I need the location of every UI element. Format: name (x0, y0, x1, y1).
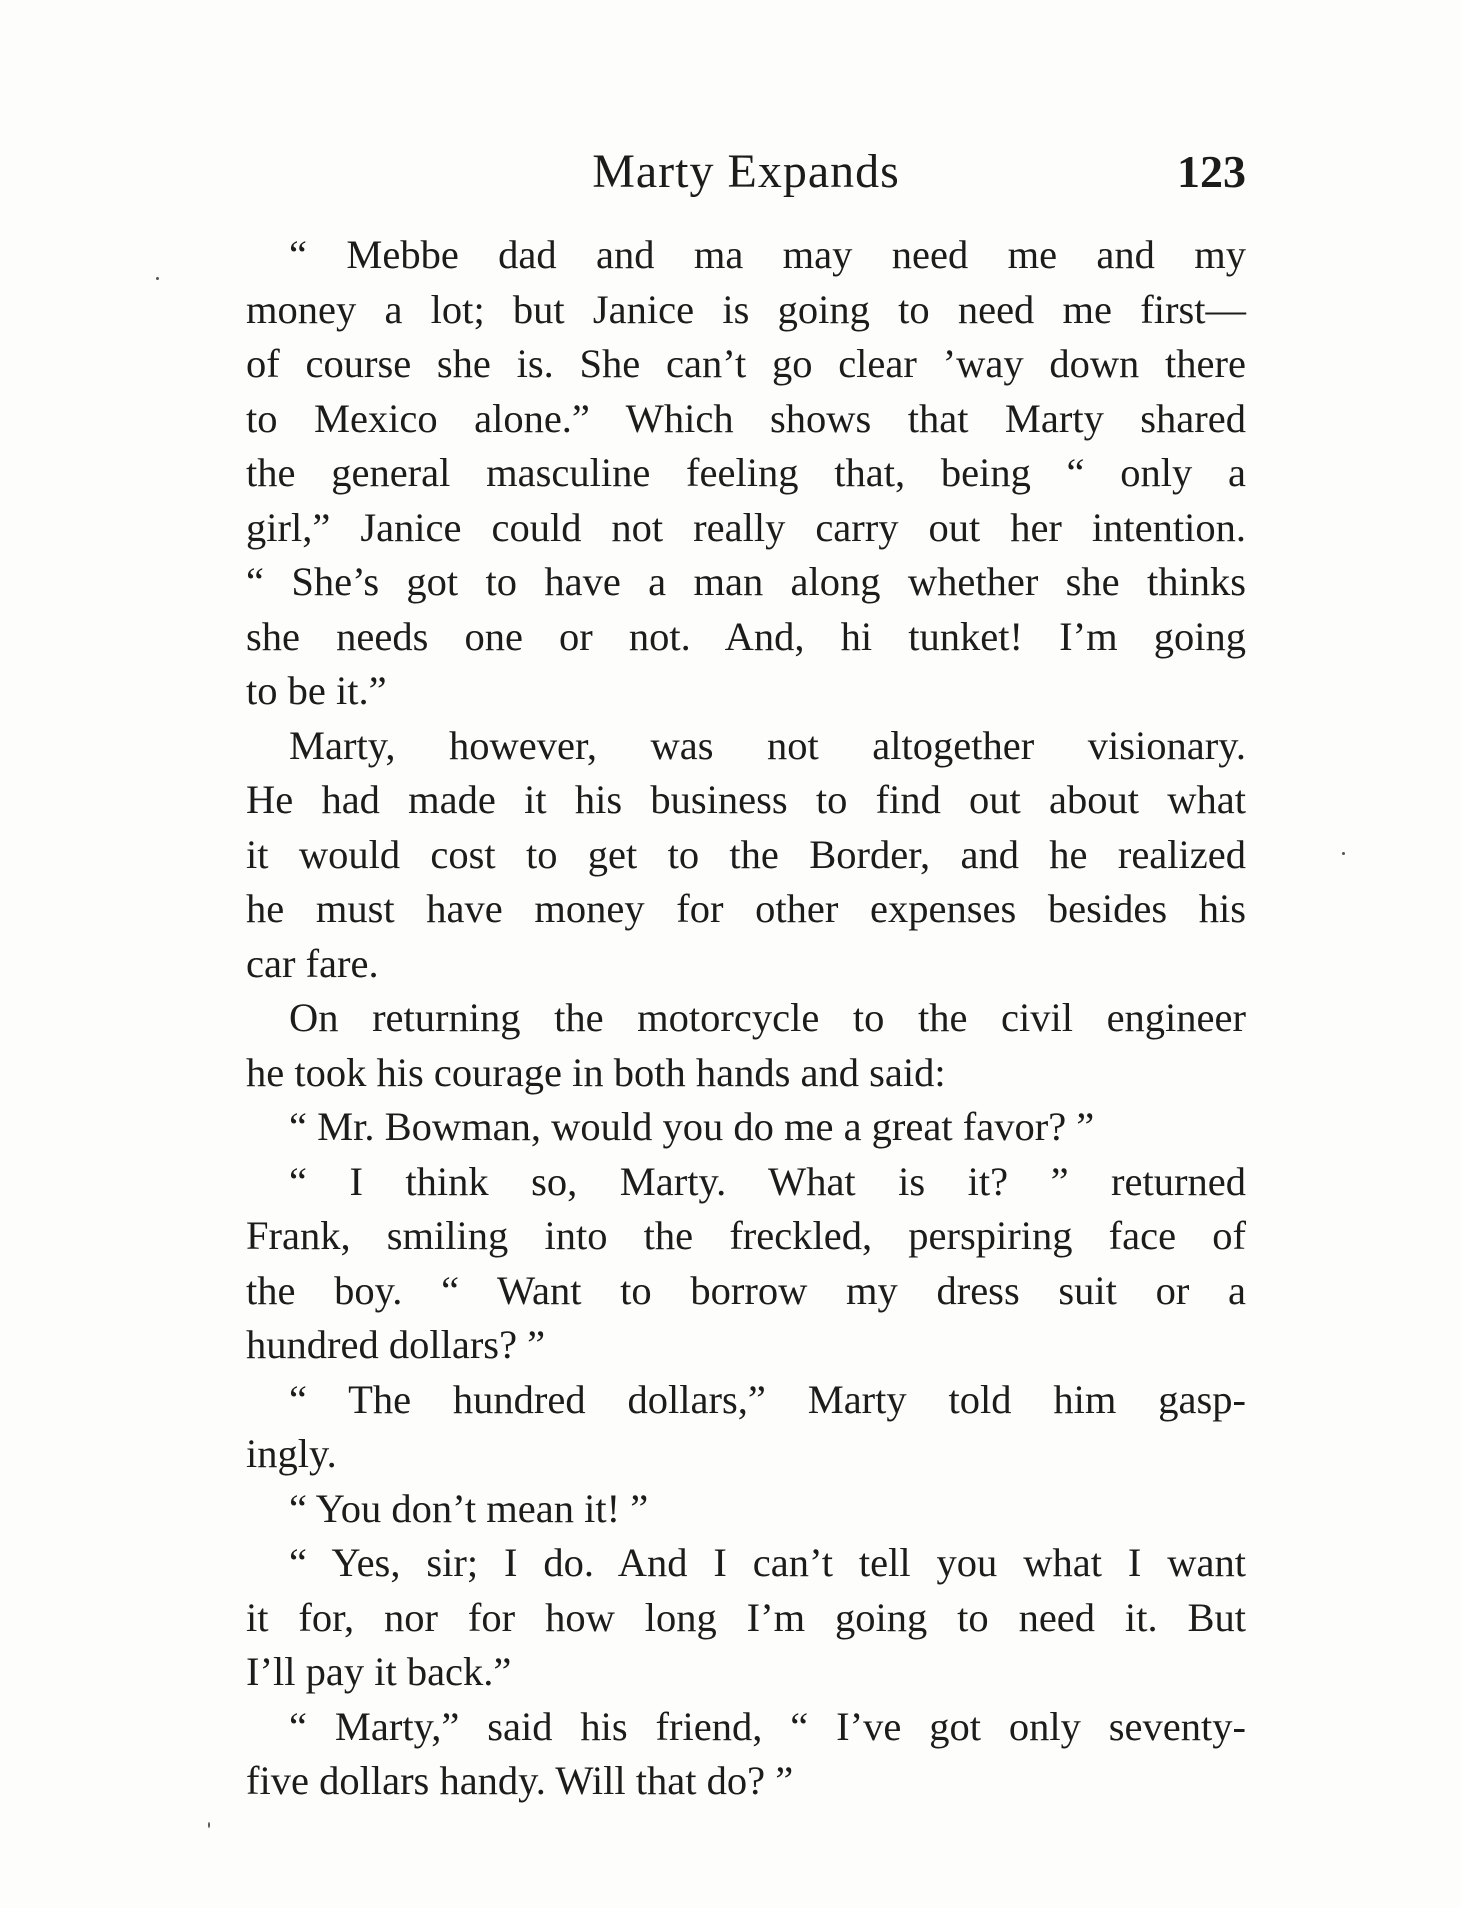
body-text (246, 228, 1246, 1809)
text-line: five dollars handy. Will that do? ” (246, 1758, 794, 1803)
text-line: of course she is. She can’t go clear ’way down there (246, 341, 1246, 386)
text-line: Marty, however, was not altogether visionary. (289, 722, 1246, 768)
text-line: she needs one or not. And, hi tunket! I’m going (246, 613, 1246, 659)
text-line: hundred dollars? ” (246, 1322, 546, 1367)
paper-speck (156, 277, 159, 280)
text-line: ingly. (246, 1431, 337, 1476)
text-line: to be it.” (246, 668, 387, 713)
page-header (246, 140, 1246, 204)
text-line: girl,” Janice could not really carry out her intention. (246, 504, 1246, 550)
text-line: “ Yes, sir; I do. And I can’t tell you what I want (289, 1540, 1246, 1585)
text-line: On returning the motorcycle to the civil engineer (289, 995, 1246, 1040)
text-line: “ Mebbe dad and ma may need me and my (289, 232, 1246, 277)
text-line: to Mexico alone.” Which shows that Marty shared (246, 395, 1246, 441)
text-line: it would cost to get to the Border, and he realized (246, 831, 1246, 877)
text-line: money a lot; but Janice is going to need me first— (246, 286, 1246, 332)
text-line: He had made it his business to find out about what (246, 777, 1246, 822)
text-line: “ Mr. Bowman, would you do me a great favor? ” (289, 1104, 1095, 1149)
text-line: “ She’s got to have a man along whether she thinks (246, 559, 1246, 604)
text-line: he must have money for other expenses besides his (246, 886, 1246, 931)
page-number: 123 (1177, 146, 1246, 197)
text-line: car fare. (246, 940, 379, 986)
running-title: Marty Expands (592, 145, 900, 198)
text-line: “ Marty,” said his friend, “ I’ve got only seventy- (289, 1703, 1246, 1749)
paper-speck (1342, 852, 1345, 855)
text-line: “ The hundred dollars,” Marty told him gasp- (289, 1376, 1246, 1422)
text-line: “ You don’t mean it! ” (289, 1485, 649, 1531)
text-line: the general masculine feeling that, being “ only a (246, 450, 1246, 495)
text-line: it for, nor for how long I’m going to need it. But (246, 1594, 1246, 1640)
text-line: the boy. “ Want to borrow my dress suit or a (246, 1267, 1246, 1313)
paper-speck (208, 1822, 210, 1828)
text-line: I’ll pay it back.” (246, 1649, 512, 1694)
text-line: he took his courage in both hands and said: (246, 1049, 946, 1095)
text-line: “ I think so, Marty. What is it? ” returned (289, 1158, 1246, 1204)
text-line: Frank, smiling into the freckled, perspiring face of (246, 1213, 1246, 1258)
